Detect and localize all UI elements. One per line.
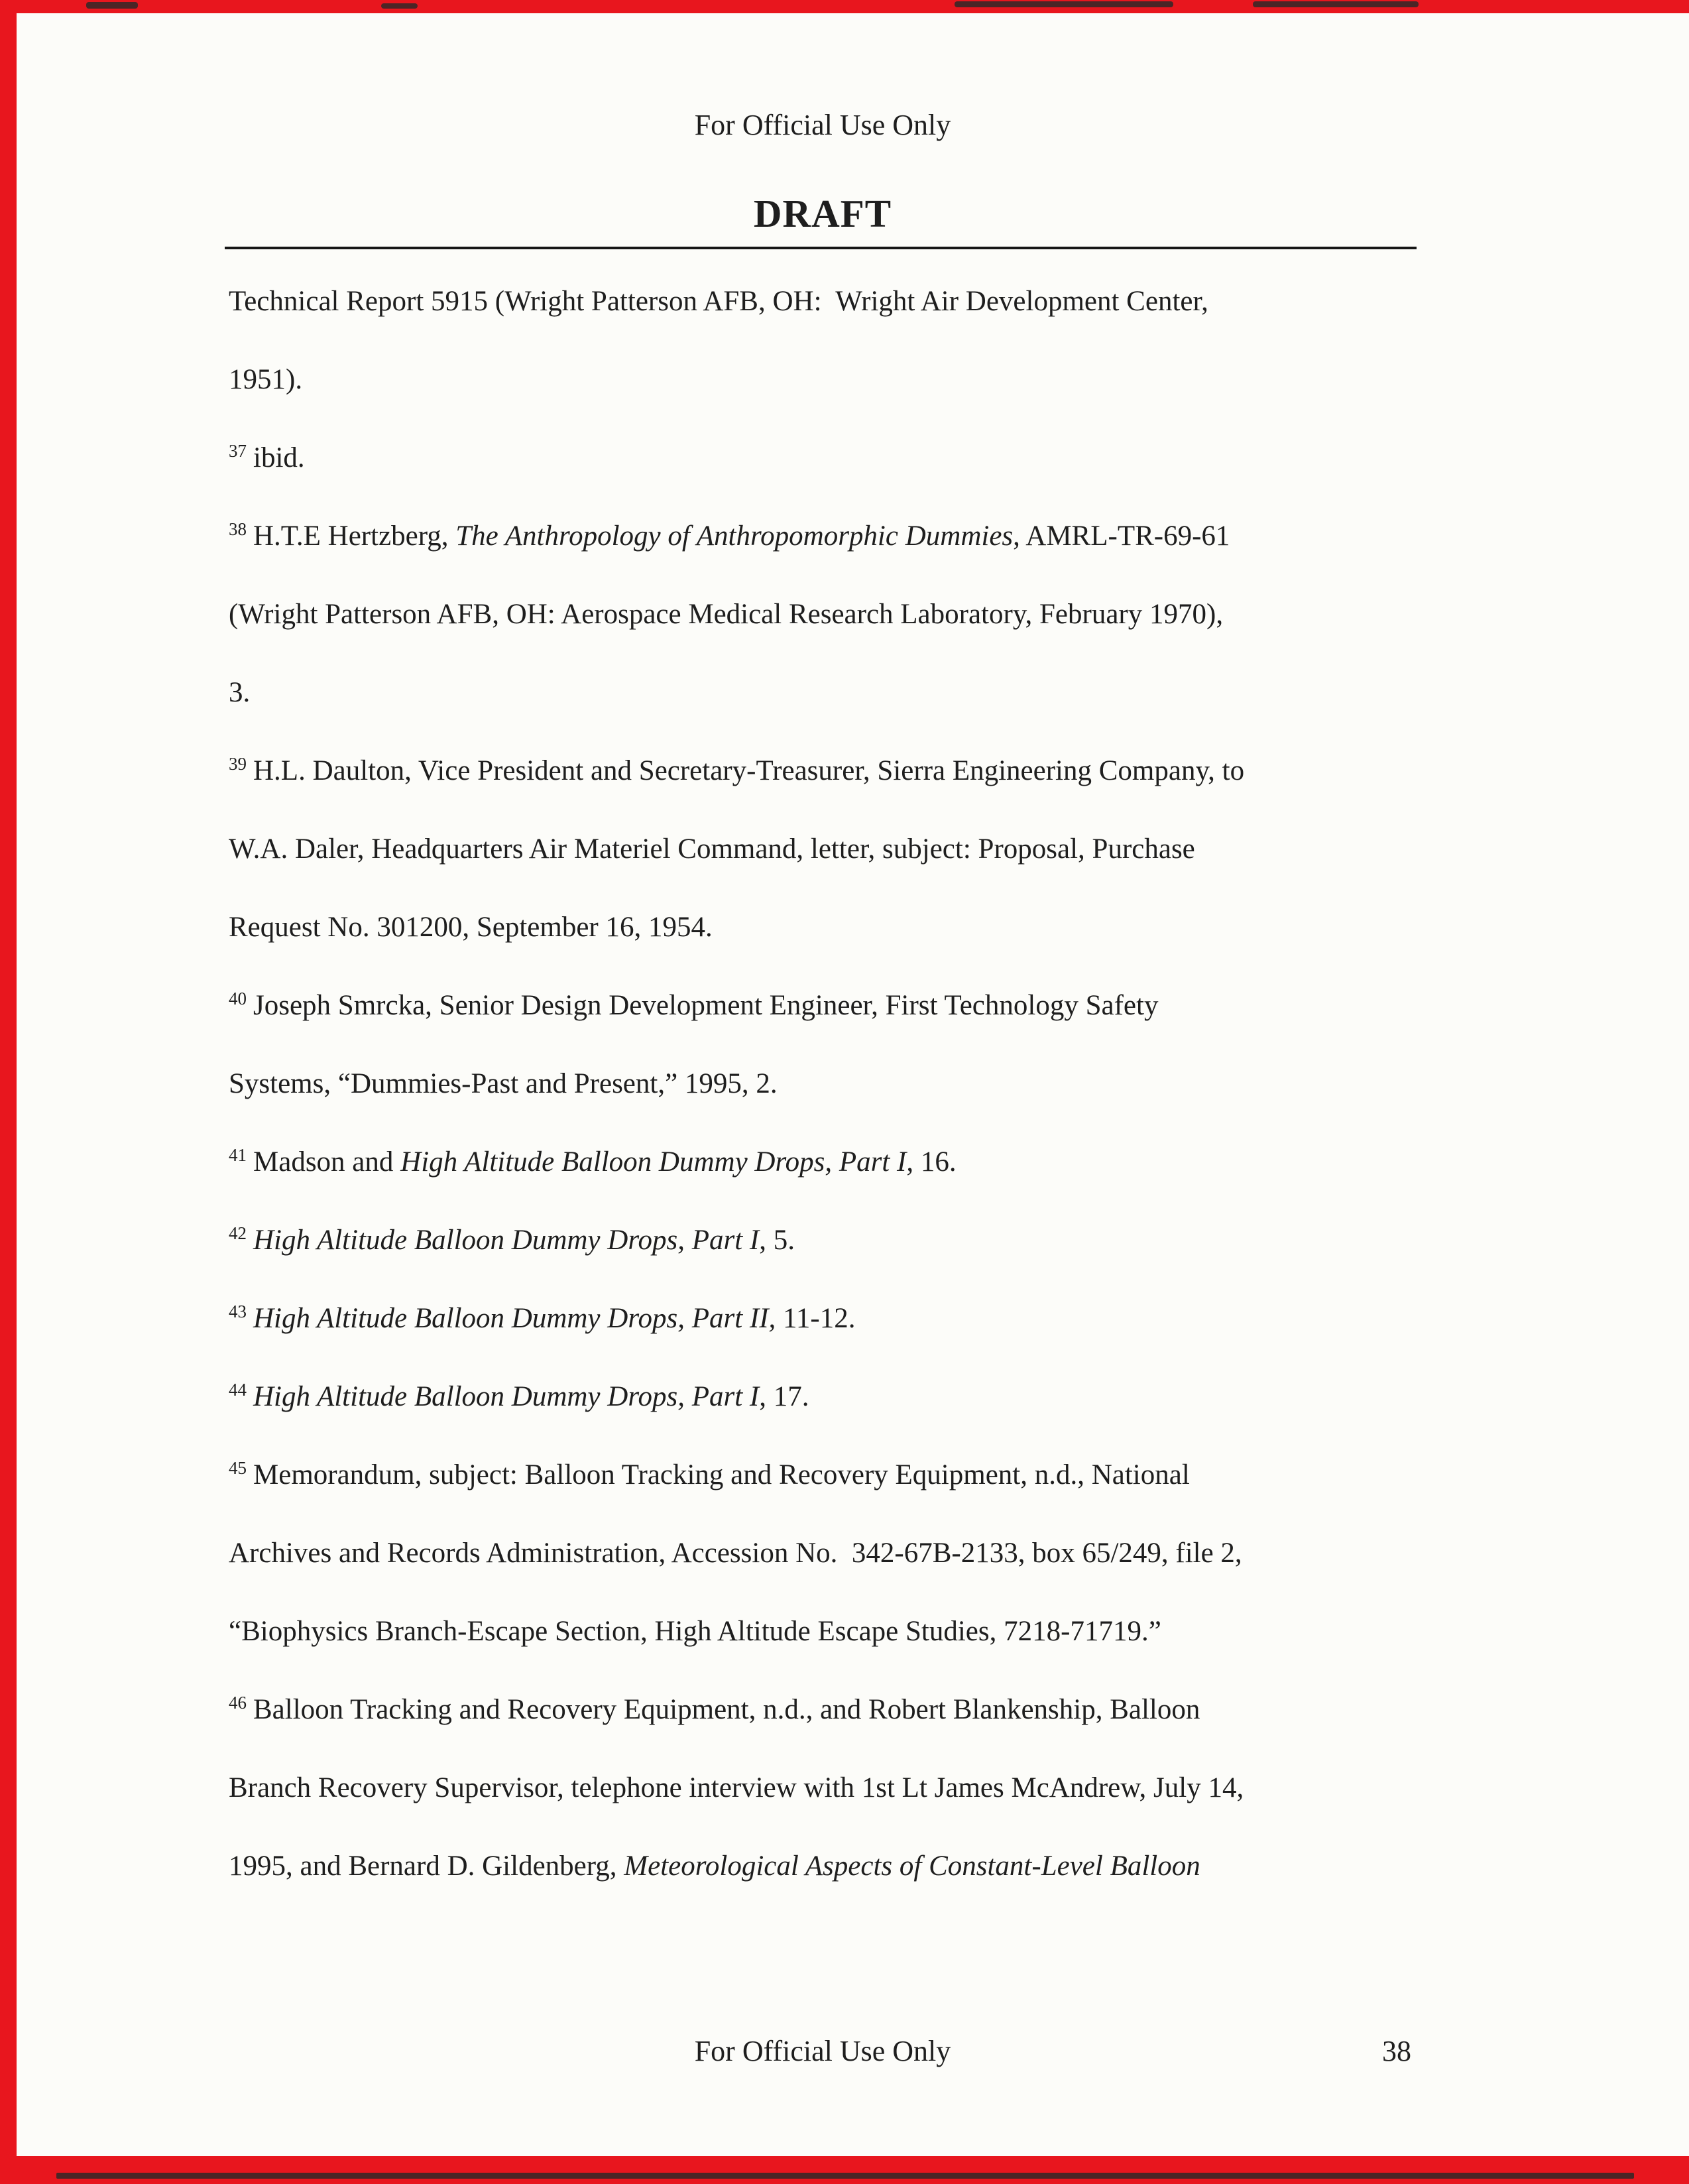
footnote: [229, 732, 1417, 967]
footnote-number: 38: [229, 519, 247, 540]
page-content: [229, 0, 1417, 2184]
footnote-text: Memorandum, subject: Balloon Tracking and Recovery Equipment, n.d., National: [253, 1459, 1190, 1490]
footnote-line: [229, 1514, 1417, 1593]
footnote-number: 45: [229, 1458, 247, 1479]
footnote: [229, 497, 1417, 732]
footnote-number: 40: [229, 989, 247, 1009]
scan-artifact: [86, 2, 138, 9]
footnote-text: , 5.: [759, 1225, 795, 1256]
footnote-line: [229, 1827, 1417, 1906]
page-footer: [229, 2034, 1417, 2068]
footnote-text: Balloon Tracking and Recovery Equipment, n.d., and Robert Blankenship, Balloon: [253, 1694, 1200, 1725]
footnote: [229, 1201, 1417, 1280]
footnote-text: 3.: [229, 677, 251, 708]
footnote-number: 41: [229, 1145, 247, 1166]
footnote-text: 1951).: [229, 364, 303, 395]
footnote-line: [229, 1436, 1417, 1514]
title-rule: [225, 247, 1417, 249]
footnote-number: 42: [229, 1223, 247, 1244]
footnote-number: 44: [229, 1380, 247, 1400]
footnote-text: , 17.: [759, 1381, 809, 1412]
footnote-line: [229, 1045, 1417, 1123]
footnote: [229, 1358, 1417, 1436]
footnote-line: [229, 576, 1417, 654]
footnote-line: [229, 888, 1417, 967]
footnote-text: Archives and Records Administration, Accession No. 342-67B-2133, box 65/249, file 2,: [229, 1538, 1242, 1569]
classification-footer: For Official Use Only: [694, 2035, 951, 2067]
footnote-line: [229, 1123, 1417, 1201]
footnote-line: [229, 341, 1417, 419]
footnote-line: [229, 654, 1417, 732]
footnote-text-italic: High Altitude Balloon Dummy Drops, Part I: [253, 1225, 760, 1256]
footnote-text-italic: High Altitude Balloon Dummy Drops, Part I: [400, 1146, 907, 1178]
footnote-text: ibid.: [253, 442, 305, 473]
footnote-text: “Biophysics Branch-Escape Section, High Altitude Escape Studies, 7218-71719.”: [229, 1616, 1161, 1647]
footnote-text: H.T.E Hertzberg,: [253, 520, 456, 552]
footnote-line: [229, 1749, 1417, 1827]
footnote-line: [229, 1201, 1417, 1280]
footnote-text: Joseph Smrcka, Senior Design Development Engineer, First Technology Safety: [253, 990, 1159, 1021]
footnote-line: [229, 810, 1417, 888]
footnote-number: 37: [229, 441, 247, 461]
footnote-text: W.A. Daler, Headquarters Air Materiel Command, letter, subject: Proposal, Purchase: [229, 833, 1195, 865]
page-number: 38: [1382, 2035, 1411, 2067]
footnote-line: [229, 497, 1417, 576]
footnote: [229, 1671, 1417, 1906]
footnote-text: Systems, “Dummies-Past and Present,” 1995, 2.: [229, 1068, 778, 1099]
footnote: [229, 1123, 1417, 1201]
footnote-line: [229, 1593, 1417, 1671]
footnote-text-italic: The Anthropology of Anthropomorphic Dummies: [455, 520, 1014, 552]
footnote-number: 43: [229, 1302, 247, 1322]
footnote-line: [229, 1671, 1417, 1749]
classification-header: For Official Use Only: [694, 109, 951, 141]
footnote-text: Madson and: [253, 1146, 401, 1178]
footnote-text-italic: Meteorological Aspects of Constant-Level Balloon: [624, 1850, 1200, 1882]
footnote-text: H.L. Daulton, Vice President and Secretary-Treasurer, Sierra Engineering Company, to: [253, 755, 1245, 786]
footnote-line: [229, 419, 1417, 497]
footnote-number: 46: [229, 1693, 247, 1713]
footnote-text-italic: High Altitude Balloon Dummy Drops, Part I: [253, 1381, 760, 1412]
footnote-text: , 16.: [906, 1146, 957, 1178]
footnote-line: [229, 967, 1417, 1045]
footnote-text-italic: High Altitude Balloon Dummy Drops, Part II,: [253, 1303, 776, 1334]
footnote-line: [229, 1280, 1417, 1358]
footnote-text: 11-12.: [776, 1303, 856, 1334]
footnote-line: [229, 732, 1417, 810]
scan-edge-left: [0, 0, 17, 2184]
footnote-text: Branch Recovery Supervisor, telephone interview with 1st Lt James McAndrew, July 14,: [229, 1772, 1244, 1803]
footnote: [229, 1436, 1417, 1671]
footnote-text: 1995, and Bernard D. Gildenberg,: [229, 1850, 624, 1882]
footnote-text: (Wright Patterson AFB, OH: Aerospace Medical Research Laboratory, February 1970),: [229, 599, 1224, 630]
draft-title: DRAFT: [753, 192, 892, 235]
footnote-text: Technical Report 5915 (Wright Patterson AFB, OH: Wright Air Development Center,: [229, 286, 1208, 317]
footnote: [229, 263, 1417, 419]
footnote: [229, 1280, 1417, 1358]
footnote-line: [229, 263, 1417, 341]
footnote-text: , AMRL-TR-69-61: [1013, 520, 1230, 552]
footnote-line: [229, 1358, 1417, 1436]
footnote: [229, 967, 1417, 1123]
endnotes-section: [229, 263, 1417, 1906]
footnote-text: Request No. 301200, September 16, 1954.: [229, 912, 713, 943]
footnote: [229, 419, 1417, 497]
footnote-number: 39: [229, 754, 247, 774]
